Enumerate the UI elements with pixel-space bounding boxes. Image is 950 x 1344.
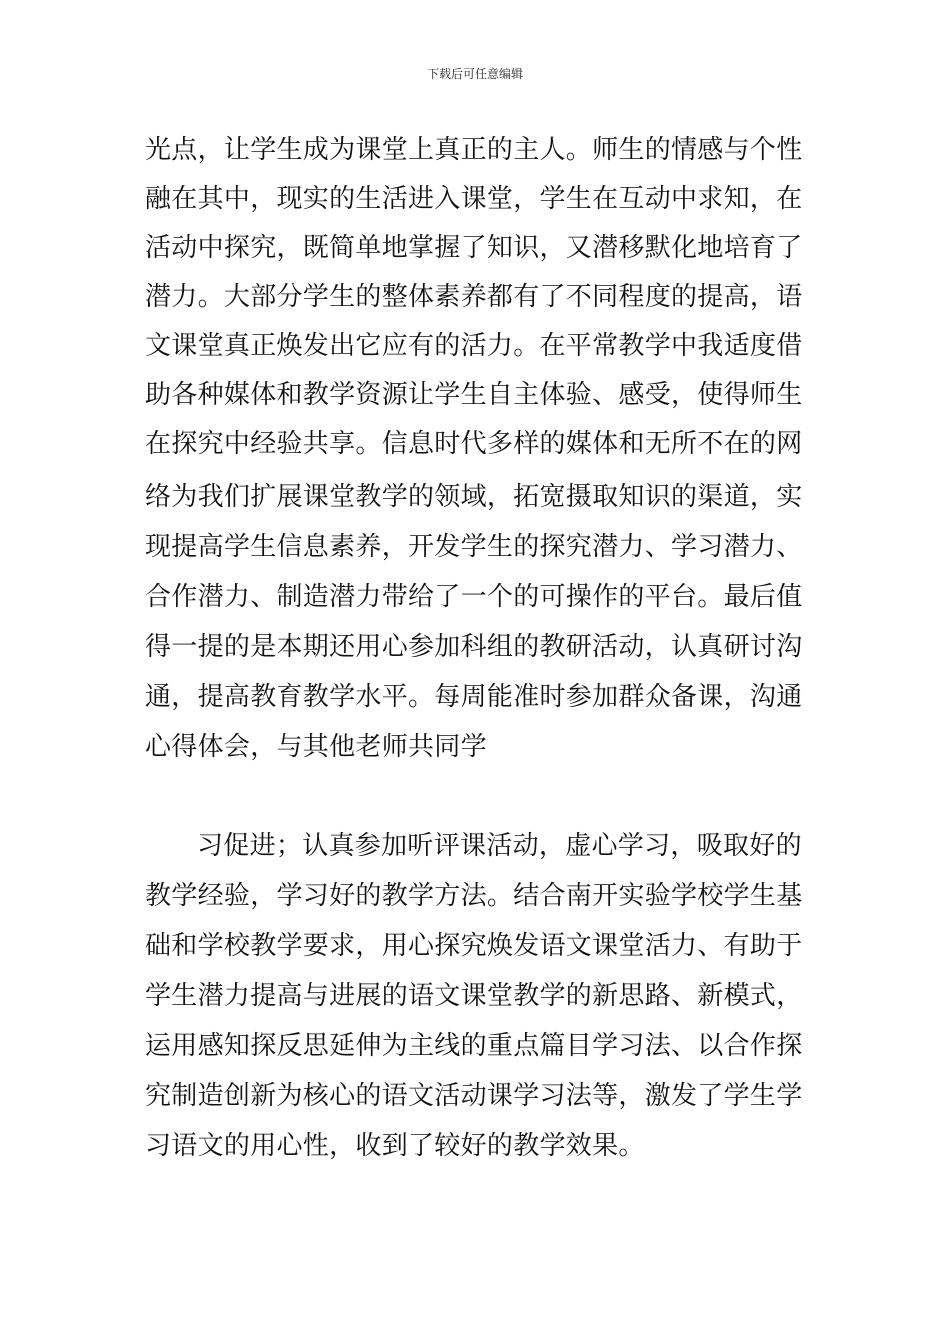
text-line: 运用感知探反思延伸为主线的重点篇目学习法、以合作探	[145, 1031, 803, 1061]
text-line: 习语文的用心性，收到了较好的教学效果。	[145, 1131, 645, 1161]
text-line: 文课堂真正焕发出它应有的活力。在平常教学中我适度借	[145, 331, 803, 361]
text-line: 融在其中，现实的生活进入课堂，学生在互动中求知，在	[145, 184, 803, 214]
text-line: 络为我们扩展课堂教学的领域，拓宽摄取知识的渠道，实	[145, 482, 803, 512]
text-line: 潜力。大部分学生的整体素养都有了不同程度的提高，语	[145, 282, 803, 312]
text-line: 现提高学生信息素养，开发学生的探究潜力、学习潜力、	[145, 532, 803, 562]
text-line: 活动中探究，既简单地掌握了知识，又潜移默化地培育了	[145, 233, 803, 263]
text-line: 通，提高教育教学水平。每周能准时参加群众备课，沟通	[145, 682, 803, 712]
text-line: 础和学校教学要求，用心探究焕发语文课堂活力、有助于	[145, 931, 803, 961]
text-line: 在探究中经验共享。信息时代多样的媒体和无所不在的网	[145, 429, 803, 459]
text-line: 助各种媒体和教学资源让学生自主体验、感受，使得师生	[145, 380, 803, 410]
text-line: 得一提的是本期还用心参加科组的教研活动，认真研讨沟	[145, 632, 803, 662]
text-line: 究制造创新为核心的语文活动课学习法等，激发了学生学	[145, 1081, 803, 1111]
text-line: 习促进；认真参加听评课活动，虚心学习，吸取好的	[197, 831, 802, 861]
text-line: 光点，让学生成为课堂上真正的主人。师生的情感与个性	[145, 135, 803, 165]
text-line: 心得体会，与其他老师共同学	[145, 732, 487, 762]
text-line: 教学经验，学习好的教学方法。结合南开实验学校学生基	[145, 881, 803, 911]
text-line: 合作潜力、制造潜力带给了一个的可操作的平台。最后值	[145, 582, 803, 612]
page-header-note: 下载后可任意编辑	[426, 67, 523, 81]
text-line: 学生潜力提高与进展的语文课堂教学的新思路、新模式，	[145, 981, 803, 1011]
